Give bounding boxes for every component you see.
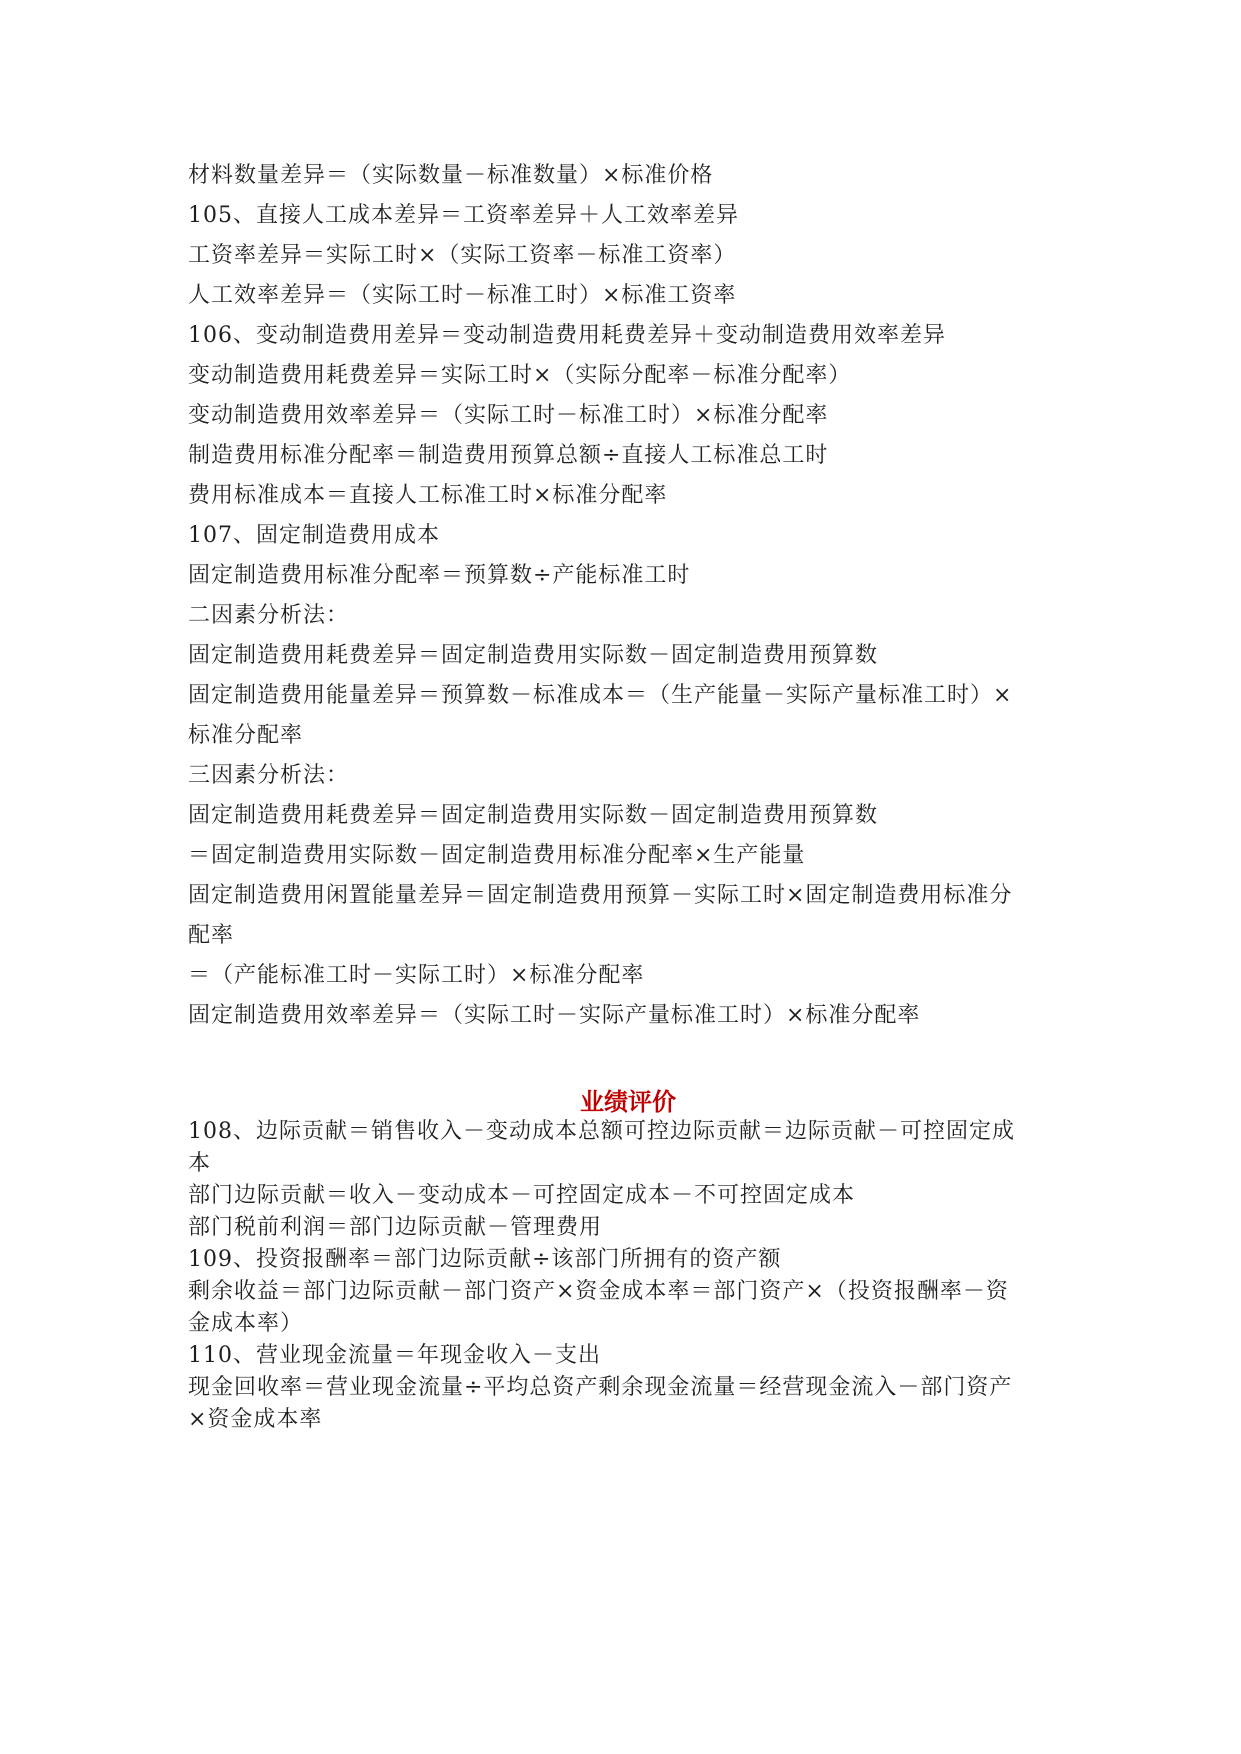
performance-formulas bbox=[188, 1116, 1068, 1436]
formula-line: 固定制造费用效率差异＝（实际工时－实际产量标准工时）×标准分配率 bbox=[188, 1003, 921, 1028]
formula-line: 本 bbox=[188, 1151, 212, 1176]
section-heading-performance: 业绩评价 bbox=[580, 1087, 676, 1116]
formula-line: ×资金成本率 bbox=[188, 1407, 323, 1432]
formula-line: 制造费用标准分配率＝制造费用预算总额÷直接人工标准总工时 bbox=[188, 443, 829, 468]
formula-line: 现金回收率＝营业现金流量÷平均总资产剩余现金流量＝经营现金流入－部门资产 bbox=[188, 1375, 1013, 1400]
formula-line: 109、投资报酬率＝部门边际贡献÷该部门所拥有的资产额 bbox=[188, 1247, 782, 1272]
formula-line: 固定制造费用闲置能量差异＝固定制造费用预算－实际工时×固定制造费用标准分 bbox=[188, 883, 1013, 908]
formula-line: 金成本率） bbox=[188, 1311, 304, 1336]
formula-line: 108、边际贡献＝销售收入－变动成本总额可控边际贡献＝边际贡献－可控固定成 bbox=[188, 1119, 1015, 1144]
formula-line: 固定制造费用耗费差异＝固定制造费用实际数－固定制造费用预算数 bbox=[188, 803, 879, 828]
formula-line: 人工效率差异＝（实际工时－标准工时）×标准工资率 bbox=[188, 283, 737, 308]
formula-line: 变动制造费用效率差异＝（实际工时－标准工时）×标准分配率 bbox=[188, 403, 829, 428]
formula-line: 标准分配率 bbox=[188, 723, 304, 748]
formula-line: 106、变动制造费用差异＝变动制造费用耗费差异＋变动制造费用效率差异 bbox=[188, 323, 946, 348]
formula-line: 部门税前利润＝部门边际贡献－管理费用 bbox=[188, 1215, 603, 1240]
formula-line: 105、直接人工成本差异＝工资率差异＋人工效率差异 bbox=[188, 203, 739, 228]
formula-line: 费用标准成本＝直接人工标准工时×标准分配率 bbox=[188, 483, 668, 508]
formula-line: 110、营业现金流量＝年现金收入－支出 bbox=[188, 1343, 601, 1368]
formula-line: 配率 bbox=[188, 923, 235, 948]
formula-line: 二因素分析法： bbox=[188, 603, 350, 628]
formula-line: 固定制造费用耗费差异＝固定制造费用实际数－固定制造费用预算数 bbox=[188, 643, 879, 668]
formula-line: 剩余收益＝部门边际贡献－部门资产×资金成本率＝部门资产×（投资报酬率－资 bbox=[188, 1279, 1009, 1304]
cost-variance-formulas bbox=[188, 156, 1068, 1036]
formula-line: 固定制造费用能量差异＝预算数－标准成本＝（生产能量－实际产量标准工时）× bbox=[188, 683, 1013, 708]
formula-line: 部门边际贡献＝收入－变动成本－可控固定成本－不可控固定成本 bbox=[188, 1183, 856, 1208]
formula-line: ＝固定制造费用实际数－固定制造费用标准分配率×生产能量 bbox=[188, 843, 806, 868]
formula-line: 材料数量差异＝（实际数量－标准数量）×标准价格 bbox=[188, 163, 714, 188]
formula-line: ＝（产能标准工时－实际工时）×标准分配率 bbox=[188, 963, 645, 988]
formula-line: 工资率差异＝实际工时×（实际工资率－标准工资率） bbox=[188, 243, 737, 268]
formula-line: 固定制造费用标准分配率＝预算数÷产能标准工时 bbox=[188, 563, 691, 588]
formula-line: 三因素分析法： bbox=[188, 763, 350, 788]
formula-line: 107、固定制造费用成本 bbox=[188, 523, 440, 548]
formula-line: 变动制造费用耗费差异＝实际工时×（实际分配率－标准分配率） bbox=[188, 363, 852, 388]
